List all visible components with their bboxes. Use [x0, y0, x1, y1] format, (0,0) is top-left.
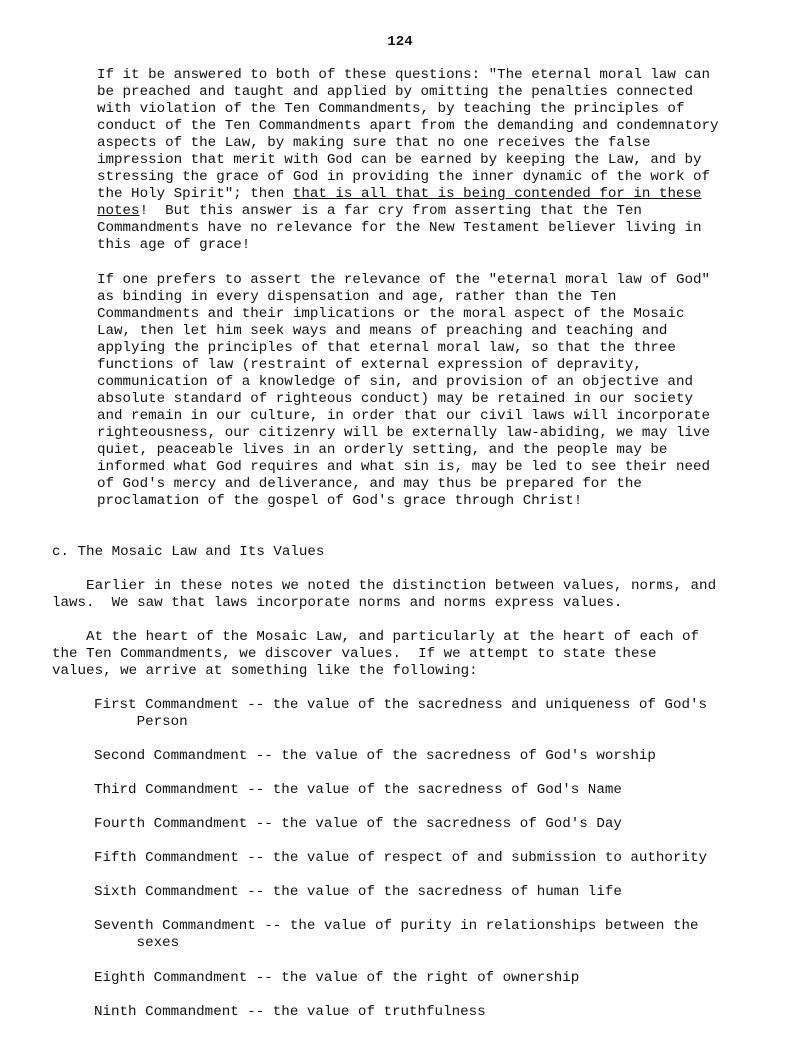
quote-1-text-a: If it be answered to both of these questions: "The eternal moral law can be preached and taught and applied by omitting the penalties connected with violation of the Ten Commandments, by teaching the principles of conduct of the Ten Commandments apart from the demanding and condemnatory aspects of the Law, by making sure that no one receives the false impression that merit with God can be earned by keeping the Law, and by stressing the grace of God in providing the inner dynamic of the work of the Holy Spirit"; then: [97, 67, 719, 202]
body-paragraph-1: Earlier in these notes we noted the distinction between values, norms, and laws. We saw that laws incorporate norms and norms express values.: [52, 578, 717, 611]
commandment-4: Fourth Commandment -- the value of the sacredness of God's Day: [94, 816, 622, 832]
quote-1-underlined-a: that is all that is being contended for in these: [292, 186, 702, 202]
quote-paragraph-1: [97, 67, 719, 254]
commandment-2: Second Commandment -- the value of the sacredness of God's worship: [94, 748, 656, 764]
quote-paragraph-2: If one prefers to assert the relevance of the "eternal moral law of God" as binding in every dispensation and age, rather than the Ten Commandments and their implications or the moral aspect of the Mosaic Law, then let him seek ways and means of preaching and teaching and applying the principles of that eternal moral law, so that the three functions of law (restraint of external expression of depravity, communication of a knowledge of sin, and provision of an objective and absolute standard of righteous conduct) may be retained in our society and remain in our culture, in order that our civil laws will incorporate righteousness, our citizenry will be externally law-abiding, we may live quiet, peaceable lives in an orderly setting, and the people may be informed what God requires and what sin is, may be led to see their need of God's mercy and deliverance, and may thus be prepared for the proclamation of the gospel of God's grace through Christ!: [97, 272, 710, 509]
body-paragraph-2: At the heart of the Mosaic Law, and particularly at the heart of each of the Ten Commandments, we discover values. If we attempt to state these values, we arrive at something like the following:: [52, 629, 700, 679]
commandment-6: Sixth Commandment -- the value of the sacredness of human life: [94, 884, 622, 900]
commandment-8: Eighth Commandment -- the value of the right of ownership: [94, 970, 580, 986]
commandment-7: Seventh Commandment -- the value of purity in relationships between the sexes: [94, 918, 699, 951]
quote-1-text-b: ! But this answer is a far cry from asserting that the Ten Commandments have no relevance for the New Testament believer living in this age of grace!: [97, 203, 702, 253]
page-number: 124: [387, 34, 413, 50]
section-heading: c. The Mosaic Law and Its Values: [52, 544, 325, 560]
commandment-3: Third Commandment -- the value of the sacredness of God's Name: [94, 782, 622, 798]
commandment-5: Fifth Commandment -- the value of respect of and submission to authority: [94, 850, 707, 866]
commandment-1: First Commandment -- the value of the sacredness and uniqueness of God's Person: [94, 697, 707, 730]
commandment-9: Ninth Commandment -- the value of truthfulness: [94, 1004, 486, 1020]
quote-1-underlined-b: notes: [97, 203, 140, 219]
